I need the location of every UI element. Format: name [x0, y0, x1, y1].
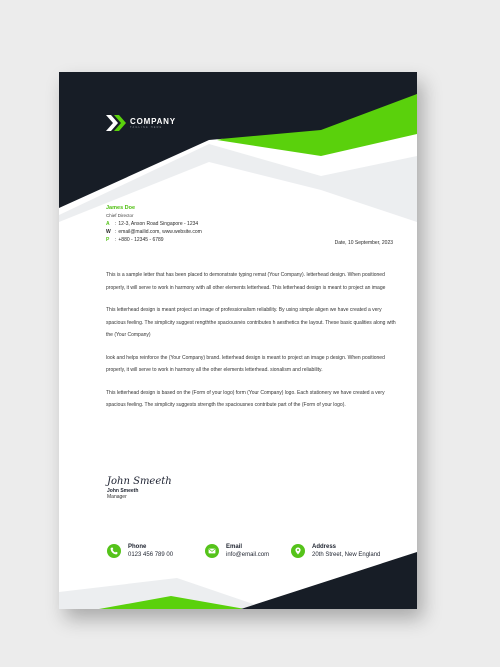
- contact-address-value: 20th Street, New England: [312, 552, 381, 558]
- body-paragraph: This letterhead design is based on the (Form of your logo) form (Your Company) logo. Each stationery we have created a very spacious feeling. The simplicity suggests strength the spaciousnes contribute part of the (Form of your logo).: [106, 389, 385, 408]
- contact-phone-value: 0123 456 789 00: [128, 552, 174, 558]
- double-chevron-right-icon: [106, 115, 126, 131]
- logo-tagline: TAGLINE HERE: [130, 125, 163, 129]
- sender-name: James Doe: [106, 205, 136, 211]
- logo-text: [130, 117, 176, 130]
- contact-email-value: info@email.com: [226, 552, 270, 558]
- contact-phone-label: Phone: [128, 544, 147, 550]
- contact-email: [205, 543, 269, 559]
- body-paragraph: This letterhead design is meant project an image of professionalism reliability. By using simple aligen we have created a very spacious feeling. The simplicity suggest rengththe spaciousnės contributes h aesthetics the layout. These basic qualities along with the (Your Company): [106, 307, 396, 338]
- sender-role: Chief Director: [106, 213, 134, 218]
- footer-dark-shape: [241, 552, 417, 609]
- signer-name: John Smeeth: [107, 488, 139, 494]
- letter-date: Date, 10 September, 2023: [334, 240, 393, 246]
- phone-value: +880 - 12345 - 6789: [118, 237, 164, 243]
- letter-body: [106, 269, 398, 422]
- contact-address-label: Address: [312, 544, 337, 550]
- location-pin-icon: [291, 544, 305, 558]
- web-label: W: [106, 229, 111, 235]
- sender-info: [106, 204, 202, 244]
- sender-web-line: W : email@mailid.com, www.website.com: [106, 229, 202, 235]
- signer-role: Manager: [107, 494, 127, 500]
- web-value: email@mailid.com, www.website.com: [118, 229, 202, 235]
- address-label: A: [106, 221, 110, 227]
- contact-email-label: Email: [226, 544, 243, 550]
- contact-phone: [107, 543, 173, 559]
- letterhead-page: [59, 72, 417, 609]
- email-icon: [205, 544, 219, 558]
- body-paragraph: This is a sample letter that has been placed to demonstrate typing remat (Your Company). letterhead design. When positioned properly, it will serve to work in harmony with all other elements letterhead. This letterhead design is meant to project an image: [106, 272, 386, 291]
- sender-address-line: A : 12-3, Anson Road Singapore - 1234: [106, 221, 199, 227]
- phone-icon: [107, 544, 121, 558]
- signature-script: John Smeeth: [107, 476, 172, 487]
- address-value: 12-3, Anson Road Singapore - 1234: [118, 221, 199, 227]
- contact-address: [291, 543, 380, 559]
- company-logo: [106, 115, 176, 131]
- logo-name: COMPANY: [130, 116, 176, 126]
- signature-block: [107, 476, 172, 500]
- phone-label: P: [106, 237, 110, 243]
- body-paragraph: look and helps reinforce the (Your Company) brand. letterhead design is meant to project an image p design. When positioned properly, it will serve to work in harmony all the other elements letterhead. sionalism and reliability.: [106, 354, 385, 373]
- sender-phone-line: P : +880 - 12345 - 6789: [106, 237, 164, 243]
